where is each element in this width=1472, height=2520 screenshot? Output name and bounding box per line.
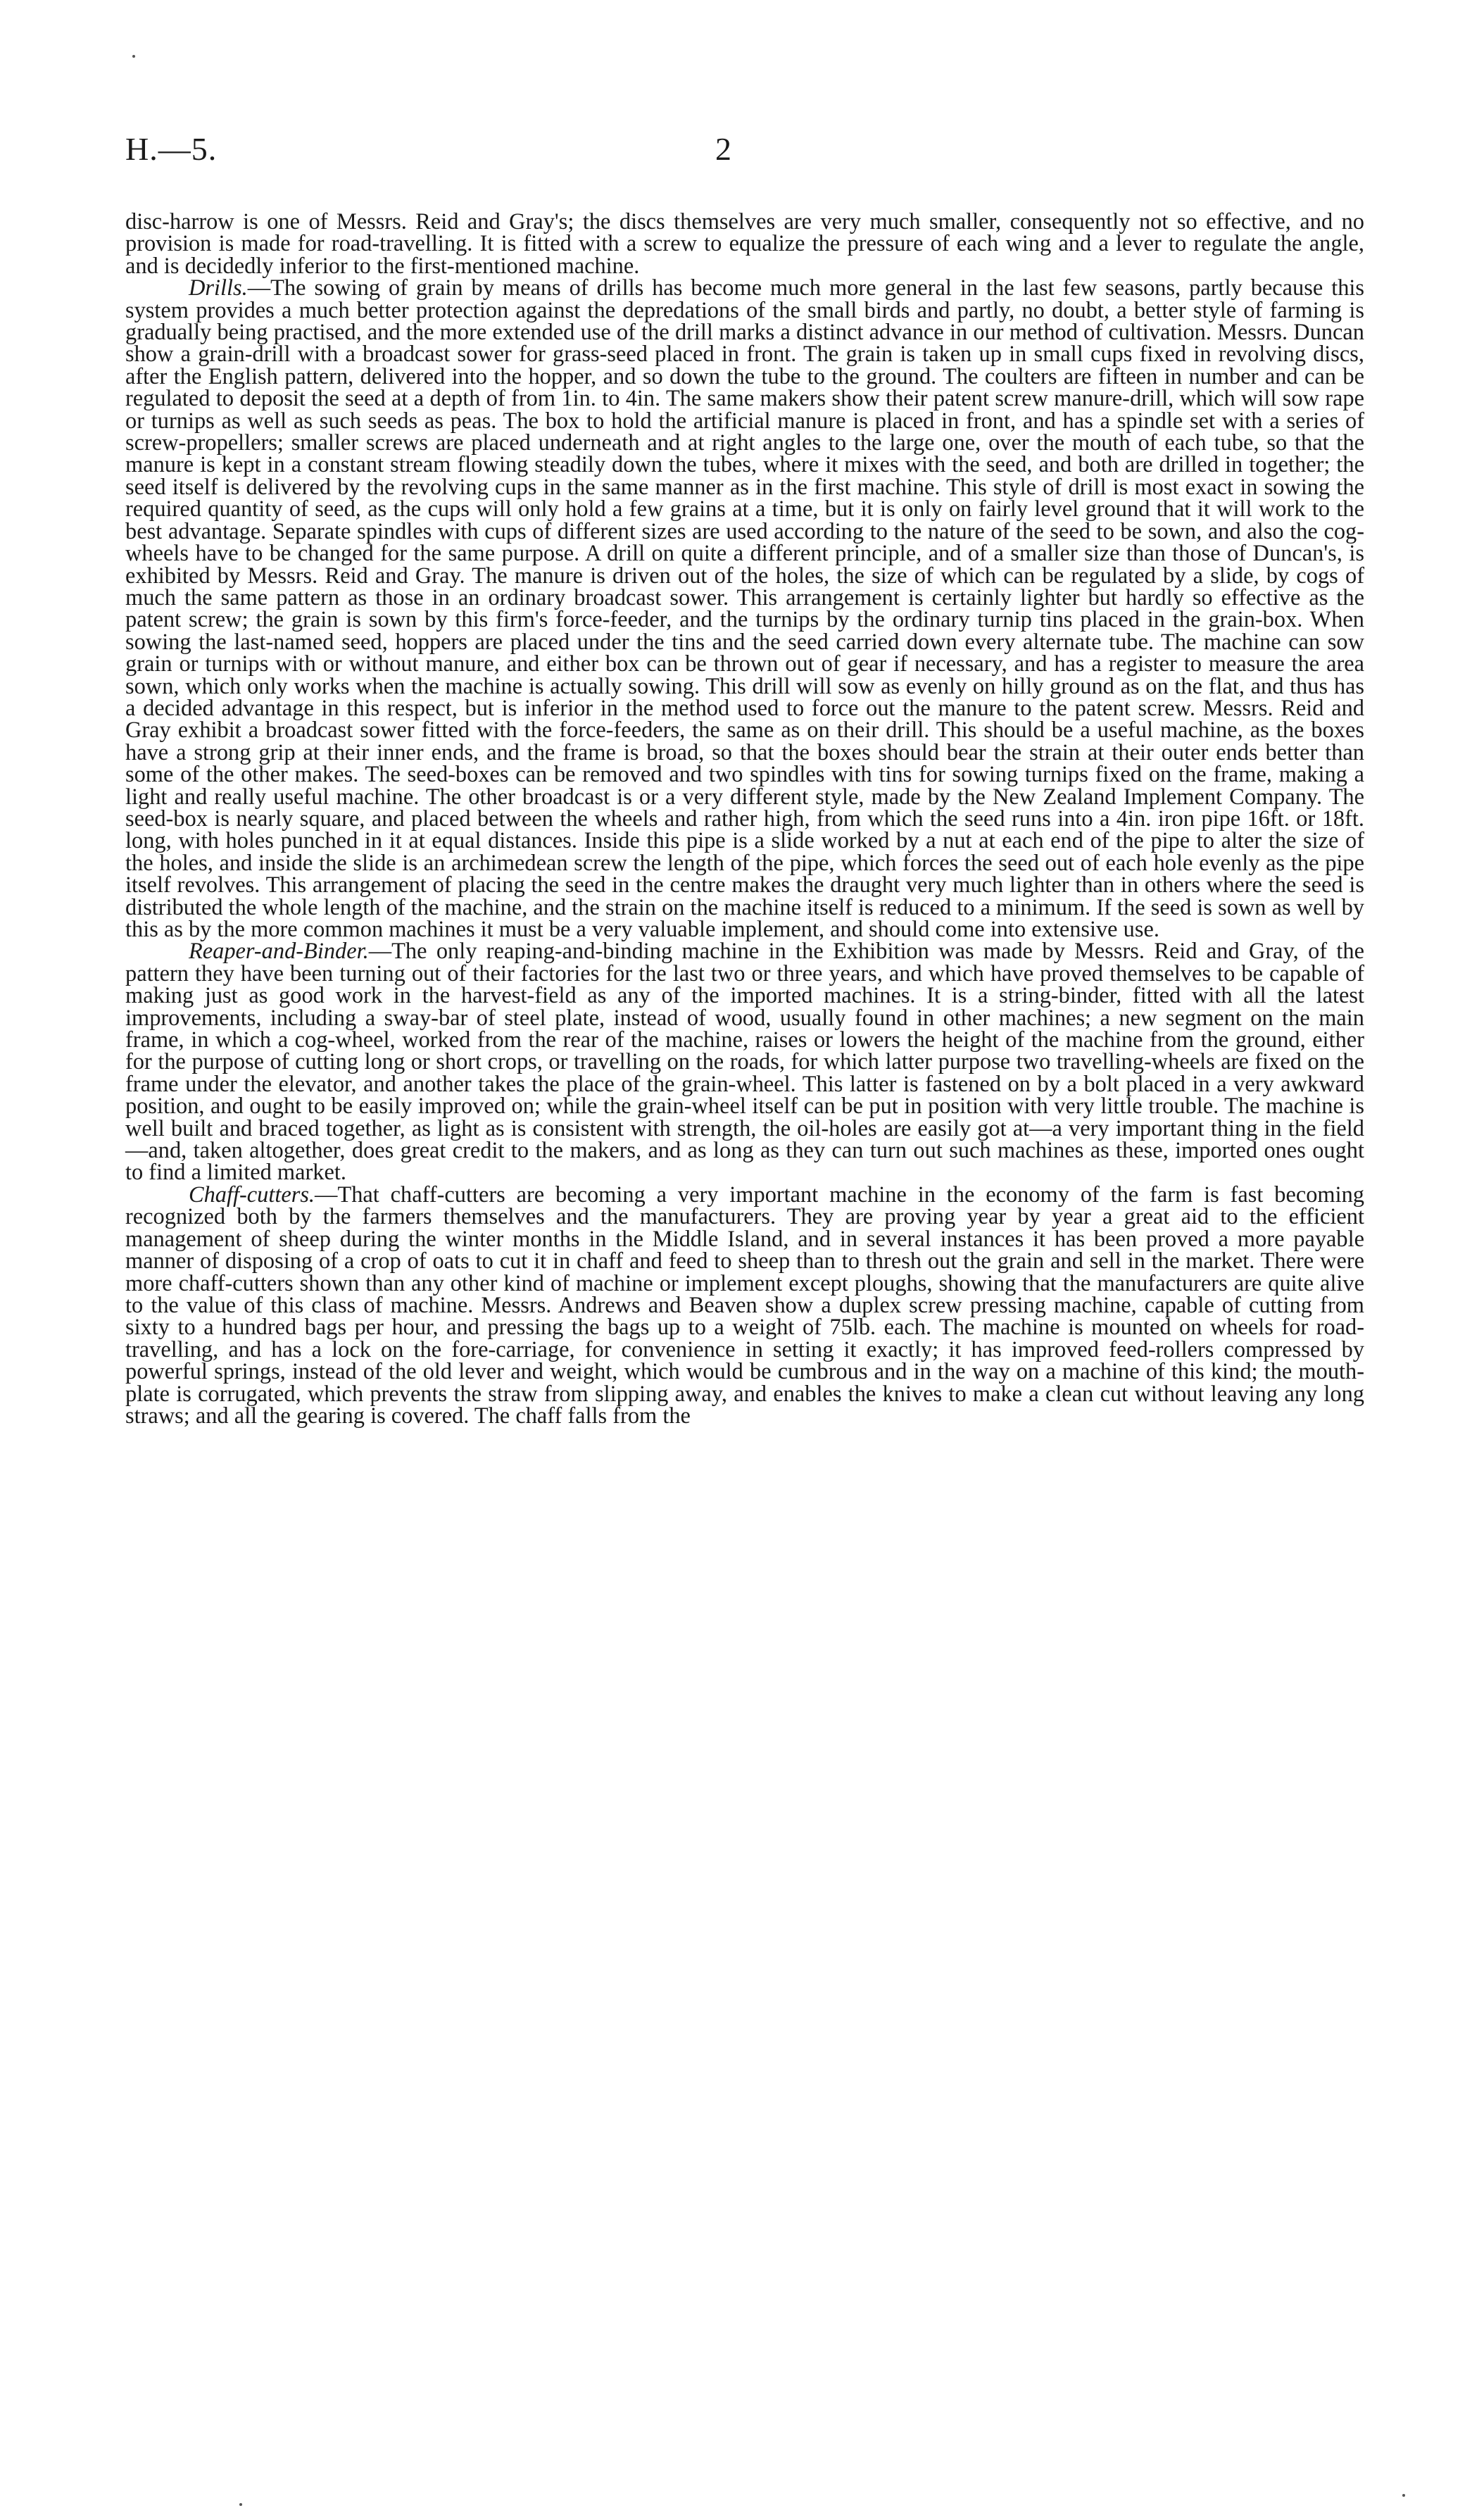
paragraph-text: —The only reaping-and-binding machine in the Exhibition was made by Messrs. Reid and Gray, of the pattern they have been turning out of their factories for the last two or three years, and which have proved themselves to be capable of making just as good work in the harvest-field as any of the imported machines. It is a string-binder, fitted with all the latest improvements, including a sway-bar of steel plate, instead of wood, usually found in other machines; a new segment on the main frame, in which a cog-wheel, worked from the rear of the machine, raises or lowers the height of the machine from the ground, either for the purpose of cutting long or short crops, or travelling on the roads, for which latter purpose two travelling-wheels are fixed on the frame under the elevator, and another takes the place of the grain-wheel. This latter is fastened on by a bolt placed in a very awkward position, and ought to be easily improved on; while the grain-wheel itself can be put in position with very little trouble. The machine is well built and braced together, as light as is consistent with strength, the oil-holes are easily got at—a very important thing in the field—and, taken altogether, does great credit to the makers, and as long as they can turn out such machines as these, imported ones ought to find a limited market. (125, 939, 1364, 1186)
scan-speck (1402, 2494, 1405, 2497)
paragraph-reaper-and-binder (125, 941, 1364, 1184)
paragraph-text: disc-harrow is one of Messrs. Reid and Gray's; the discs themselves are very much smaller, consequently not so effective, and no provision is made for road-travelling. It is fitted with a screw to equalize the pressure of each wing and a lever to regulate the angle, and is decidedly inferior to the first-mentioned machine. (125, 209, 1364, 279)
paragraph-drills (125, 277, 1364, 941)
document-reference: H.—5. (125, 131, 218, 167)
page-header (125, 130, 1364, 180)
paragraph-text: —The sowing of grain by means of drills has become much more general in the last few seasons, partly because this system provides a much better protection against the depredations of the small birds and partly, no doubt, a better style of farming is gradually being practised, and the more extended use of the drill marks a distinct advance in our method of cultivation. Messrs. Duncan show a grain-drill with a broadcast sower for grass-seed placed in front. The grain is taken up in small cups fixed in revolving discs, after the English pattern, delivered into the hopper, and so down the tube to the ground. The coulters are fifteen in number and can be regulated to deposit the seed at a depth of from 1in. to 4in. The same makers show their patent screw manure-drill, which will sow rape or turnips as well as such seeds as peas. The box to hold the artificial manure is placed in front, and has a spindle set with a series of screw-propellers; smaller screws are placed underneath and at right angles to the large one, over the mouth of each tube, so that the manure is kept in a constant stream flowing steadily down the tubes, where it mixes with the seed, and both are drilled in together; the seed itself is delivered by the revolving cups in the same manner as in the first machine. This style of drill is most exact in sowing the required quantity of seed, as the cups will only hold a few grains at a time, but it is only on fairly level ground that it will work to the best advantage. Separate spindles with cups of different sizes are used according to the nature of the seed to be sown, and also the cog-wheels have to be changed for the same purpose. A drill on quite a different principle, and of a smaller size than those of Duncan's, is exhibited by Messrs. Reid and Gray. The manure is driven out of the holes, the size of which can be regulated by a slide, by cogs of much the same pattern as those in an ordinary broadcast sower. This arrangement is certainly lighter but hardly so effective as the patent screw; the grain is sown by this firm's force-feeder, and the turnips by the ordinary turnip tins placed in the grain-box. When sowing the last-named seed, hoppers are placed under the tins and the seed carried down every alternate tube. The machine can sow grain or turnips with or without manure, and either box can be thrown out of gear if necessary, and has a register to measure the area sown, which only works when the machine is actually sowing. This drill will sow as evenly on hilly ground as on the flat, and thus has a decided advantage in this respect, but is inferior in the method used to force out the manure to the patent screw. Messrs. Reid and Gray exhibit a broadcast sower fitted with the force-feeders, the same as on their drill. This should be a useful machine, as the boxes have a strong grip at their inner ends, and the frame is broad, so that the boxes should bear the strain at their outer ends better than some of the other makes. The seed-boxes can be removed and two spindles with tins for sowing turnips fixed on the frame, making a light and really useful machine. The other broadcast is or a very different style, made by the New Zealand Implement Company. The seed-box is nearly square, and placed between the wheels and rather high, from which the seed runs into a 4in. iron pipe 16ft. or 18ft. long, with holes punched in it at equal distances. Inside this pipe is a slide worked by a nut at each end of the pipe to alter the size of the holes, and inside the slide is an archimedean screw the length of the pipe, which forces the seed out of each hole evenly as the pipe itself revolves. This arrangement of placing the seed in the centre makes the draught very much lighter than in others where the seed is distributed the whole length of the machine, and the strain on the machine itself is reduced to a minimum. If the seed is sown as well by this as by the more common machines it must be a very valuable implement, and should come into extensive use. (125, 275, 1364, 942)
scan-speck (239, 2503, 242, 2506)
paragraph-disc-harrow (125, 211, 1364, 277)
scan-speck (132, 55, 135, 58)
paragraph-text: —That chaff-cutters are becoming a very important machine in the economy of the farm is fast becoming recognized both by the farmers themselves and the manufacturers. They are proving year by year a great aid to the efficient management of sheep during the winter months in the Middle Island, and in several instances it has been proved a more payable manner of disposing of a crop of oats to cut it in chaff and feed to sheep than to thresh out the grain and sell in the market. There were more chaff-cutters shown than any other kind of machine or implement except ploughs, showing that the manufacturers are quite alive to the value of this class of machine. Messrs. Andrews and Beaven show a duplex screw pressing machine, capable of cutting from sixty to a hundred bags per hour, and pressing the bags up to a weight of 75lb. each. The machine is mounted on wheels for road-travelling, and has a lock on the fore-carriage, for convenience in setting it exactly; it has improved feed-rollers compressed by powerful springs, instead of the old lever and weight, which would be cumbrous and in the way on a machine of this kind; the mouth-plate is corrugated, which prevents the straw from slipping away, and enables the knives to make a clean cut without leaving any long straws; and all the gearing is covered. The chaff falls from the (125, 1181, 1364, 1429)
body-text (125, 211, 1364, 1427)
section-heading-reaper-and-binder: Reaper-and-Binder. (189, 939, 369, 965)
section-heading-drills: Drills. (189, 275, 248, 301)
page-number: 2 (715, 131, 731, 167)
section-heading-chaff-cutters: Chaff-cutters. (189, 1181, 315, 1208)
paragraph-chaff-cutters (125, 1181, 1364, 1429)
